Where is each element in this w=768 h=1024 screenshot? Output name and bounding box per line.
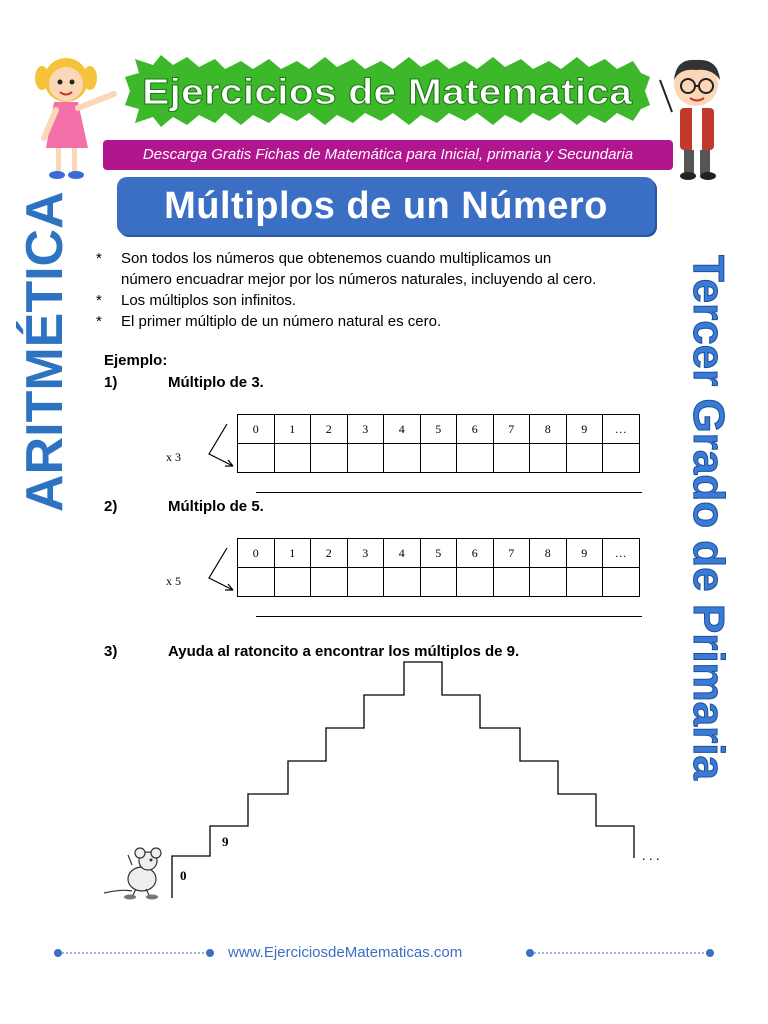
bullet-star: * (96, 250, 102, 267)
table-cell: 5 (420, 539, 457, 568)
bullet-text: El primer múltiplo de un número natural es cero. (121, 313, 442, 330)
bullet-star: * (96, 313, 102, 330)
answer-cell[interactable] (457, 444, 494, 473)
table-cell: 2 (311, 415, 348, 444)
stair-value: 9 (222, 834, 229, 849)
answer-cell[interactable] (274, 444, 311, 473)
exercise-title: Ayuda al ratoncito a encontrar los múltiplos de 9. (168, 643, 520, 660)
table-cell: 1 (274, 415, 311, 444)
answer-cell[interactable] (420, 568, 457, 597)
subtitle-banner: Descarga Gratis Fichas de Matemática para Inicial, primaria y Secundaria (103, 140, 673, 170)
answer-cell[interactable] (384, 444, 421, 473)
answer-cell[interactable] (566, 444, 603, 473)
bullet-text: Los múltiplos son infinitos. (121, 292, 297, 309)
table-cell: 7 (493, 415, 530, 444)
answer-cell[interactable] (311, 444, 348, 473)
multiplier-label: x 3 (166, 450, 181, 464)
answer-cell[interactable] (238, 568, 275, 597)
arrow-icon (205, 544, 241, 594)
answer-line[interactable] (256, 616, 642, 617)
answer-cell[interactable] (238, 444, 275, 473)
answer-cell[interactable] (493, 444, 530, 473)
example-label: Ejemplo: (104, 352, 168, 369)
arrow-icon (205, 420, 241, 470)
side-label-subject: ARITMÉTICA (16, 191, 74, 512)
stair-ellipsis: . . . (642, 849, 660, 864)
staircase-diagram (160, 660, 680, 900)
answer-cell[interactable] (274, 568, 311, 597)
bullet-text-continued: número encuadrar mejor por los números naturales, incluyendo al cero. (121, 271, 597, 288)
answer-cell[interactable] (603, 568, 640, 597)
table-cell: 0 (238, 539, 275, 568)
exercise-title: Múltiplo de 3. (168, 374, 264, 391)
exercise-number: 3) (104, 643, 118, 660)
answer-cell[interactable] (530, 568, 567, 597)
site-title (125, 55, 650, 127)
site-title-text: Ejercicios de Matematica (142, 71, 634, 112)
answer-cell[interactable] (603, 444, 640, 473)
side-label-grade: Tercer Grado de Primaria (684, 255, 733, 780)
table-cell: 1 (274, 539, 311, 568)
answer-cell[interactable] (347, 568, 384, 597)
table-header-row (238, 415, 640, 444)
table-cell: 5 (420, 415, 457, 444)
table-cell: 3 (347, 415, 384, 444)
bullet-star: * (96, 292, 102, 309)
table-answer-row (238, 568, 640, 597)
answer-cell[interactable] (493, 568, 530, 597)
table-cell: 9 (566, 539, 603, 568)
multiples-table-2 (237, 538, 640, 597)
table-cell: 6 (457, 539, 494, 568)
answer-cell[interactable] (311, 568, 348, 597)
exercise-number: 2) (104, 498, 118, 515)
table-cell: 2 (311, 539, 348, 568)
multiples-table-1 (237, 414, 640, 473)
bullet-text: Son todos los números que obtenemos cuando multiplicamos un (121, 250, 552, 267)
answer-cell[interactable] (566, 568, 603, 597)
table-cell: 4 (384, 415, 421, 444)
bullet-item (96, 311, 656, 332)
table-cell: 8 (530, 539, 567, 568)
table-cell: 6 (457, 415, 494, 444)
answer-line[interactable] (256, 492, 642, 493)
multiplier-label: x 5 (166, 574, 181, 588)
exercise-title: Múltiplo de 5. (168, 498, 264, 515)
answer-cell[interactable] (457, 568, 494, 597)
mouse-illustration (102, 845, 174, 901)
footer-link[interactable]: www.EjerciciosdeMatematicas.com (228, 944, 463, 961)
table-cell: 4 (384, 539, 421, 568)
table-cell: … (603, 415, 640, 444)
table-cell: 3 (347, 539, 384, 568)
table-header-row (238, 539, 640, 568)
answer-cell[interactable] (347, 444, 384, 473)
answer-cell[interactable] (384, 568, 421, 597)
page-title: Múltiplos de un Número (117, 177, 655, 235)
answer-cell[interactable] (530, 444, 567, 473)
table-cell: … (603, 539, 640, 568)
bullet-item (96, 248, 656, 290)
table-cell: 0 (238, 415, 275, 444)
answer-cell[interactable] (420, 444, 457, 473)
stair-value: 0 (180, 868, 187, 883)
table-cell: 7 (493, 539, 530, 568)
table-cell: 9 (566, 415, 603, 444)
table-cell: 8 (530, 415, 567, 444)
table-answer-row (238, 444, 640, 473)
bullet-item (96, 290, 656, 311)
exercise-number: 1) (104, 374, 118, 391)
